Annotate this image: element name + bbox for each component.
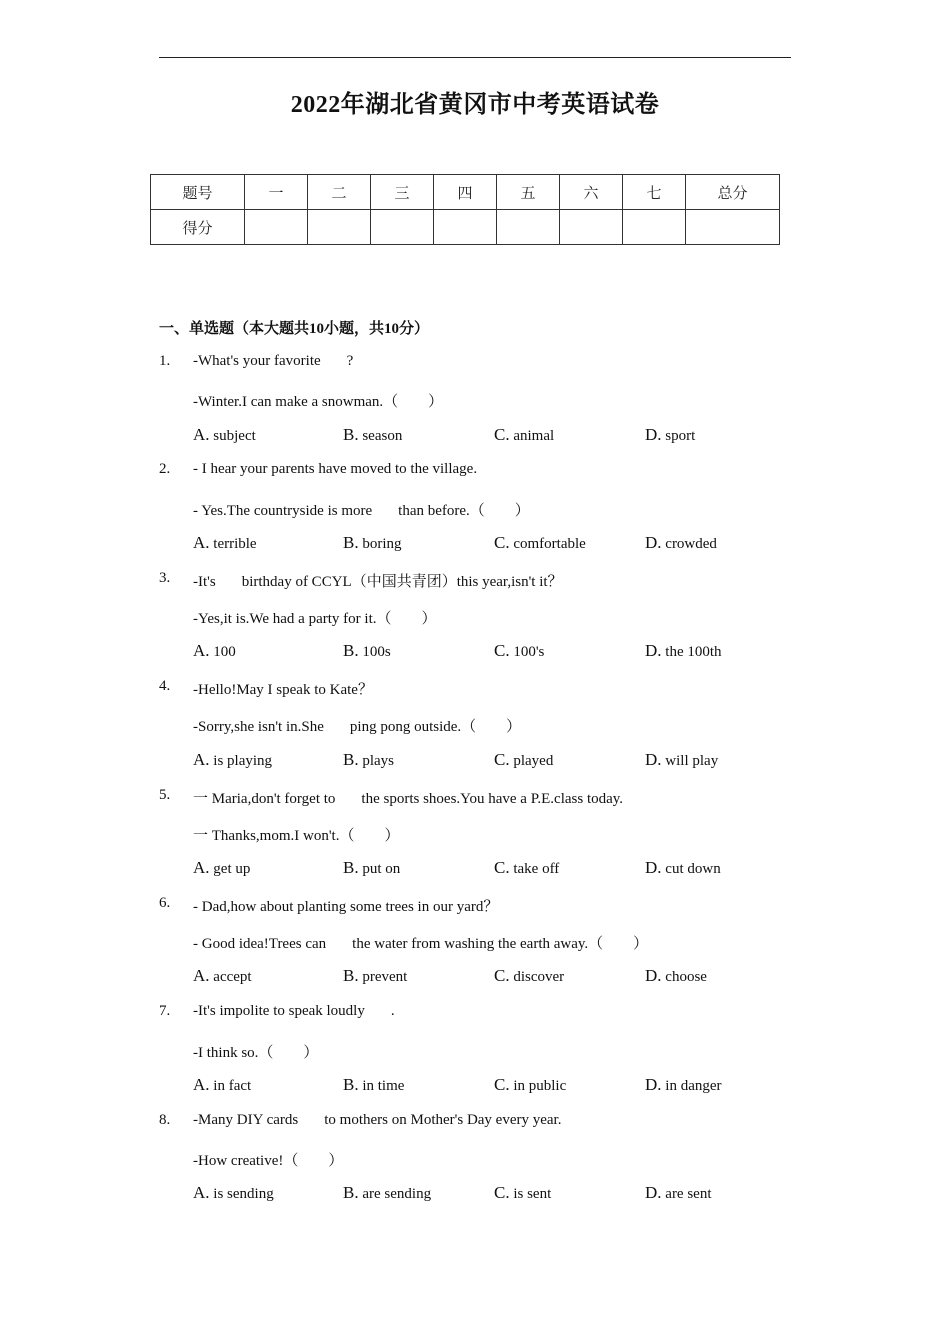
option-letter: D. xyxy=(645,750,662,769)
option-d[interactable] xyxy=(645,966,707,986)
score-cell[interactable] xyxy=(245,210,308,245)
score-header-cell: 二 xyxy=(308,175,371,210)
option-letter: A. xyxy=(193,858,210,877)
option-d[interactable] xyxy=(645,641,722,661)
option-text: take off xyxy=(513,861,560,877)
option-letter: C. xyxy=(494,533,510,552)
question-line xyxy=(193,570,563,591)
option-c[interactable] xyxy=(494,641,544,661)
question-line: - Dad,how about planting some trees in our yard？ xyxy=(193,899,499,915)
question-text: -What's your favorite xyxy=(193,353,321,369)
option-a[interactable] xyxy=(193,858,250,878)
option-text: will play xyxy=(665,753,719,769)
question-number: 3. xyxy=(159,570,171,586)
option-a[interactable] xyxy=(193,641,236,661)
option-text: accept xyxy=(213,969,252,985)
option-text: plays xyxy=(362,753,395,769)
option-text: in danger xyxy=(665,1078,722,1094)
option-text: in time xyxy=(362,1078,405,1094)
answer-text: ping pong outside.（ ） xyxy=(349,719,522,735)
option-text: season xyxy=(362,428,403,444)
question-text: 一 Maria,don't forget to xyxy=(193,791,336,807)
score-header-cell: 五 xyxy=(497,175,560,210)
option-d[interactable] xyxy=(645,533,717,553)
section-points: 10 xyxy=(384,321,400,337)
option-letter: A. xyxy=(193,1075,210,1094)
question-number: 2. xyxy=(159,461,171,477)
answer-text: - Yes.The countryside is more xyxy=(193,503,373,519)
option-text: 100's xyxy=(513,644,545,660)
score-header-cell: 总分 xyxy=(686,175,780,210)
score-header-cell: 三 xyxy=(371,175,434,210)
option-text: prevent xyxy=(362,969,408,985)
answer-text: - Good idea!Trees can xyxy=(193,936,327,952)
answer-line xyxy=(193,499,530,520)
option-text: discover xyxy=(513,969,565,985)
question-text: to mothers on Mother's Day every year. xyxy=(324,1112,562,1128)
score-row-label: 得分 xyxy=(151,210,245,245)
score-cell[interactable] xyxy=(623,210,686,245)
option-letter: D. xyxy=(645,858,662,877)
option-b[interactable] xyxy=(343,966,407,986)
section-mid: 小题，共 xyxy=(324,321,385,337)
answer-text: -Sorry,she isn't in.She xyxy=(193,719,324,735)
option-a[interactable] xyxy=(193,966,252,986)
option-letter: C. xyxy=(494,858,510,877)
answer-line: -How creative!（ ） xyxy=(193,1153,344,1169)
option-b[interactable] xyxy=(343,858,400,878)
option-text: cut down xyxy=(665,861,721,877)
question-line xyxy=(193,1003,395,1020)
answer-text: than before.（ ） xyxy=(398,503,530,519)
option-c[interactable] xyxy=(494,1183,551,1203)
section-end: 分） xyxy=(399,321,430,337)
score-header-cell: 一 xyxy=(245,175,308,210)
option-text: is sent xyxy=(513,1186,552,1202)
option-text: put on xyxy=(362,861,401,877)
question-text: the sports shoes.You have a P.E.class today. xyxy=(361,791,624,807)
option-letter: A. xyxy=(193,425,210,444)
option-text: is playing xyxy=(213,753,273,769)
option-b[interactable] xyxy=(343,1183,431,1203)
option-letter: B. xyxy=(343,966,359,985)
option-text: in fact xyxy=(213,1078,252,1094)
question-line xyxy=(193,787,623,808)
section-heading xyxy=(159,317,429,338)
answer-line: -I think so.（ ） xyxy=(193,1045,319,1061)
question-text: . xyxy=(390,1003,395,1019)
option-text: animal xyxy=(513,428,555,444)
score-cell[interactable] xyxy=(686,210,780,245)
score-cell[interactable] xyxy=(308,210,371,245)
score-header-cell: 题号 xyxy=(151,175,245,210)
option-letter: C. xyxy=(494,641,510,660)
option-letter: B. xyxy=(343,533,359,552)
option-a[interactable] xyxy=(193,750,272,770)
score-cell[interactable] xyxy=(560,210,623,245)
answer-line xyxy=(193,715,521,736)
question-text: birthday of CCYL（中国共青团）this year,isn't it？ xyxy=(241,574,563,590)
score-cell[interactable] xyxy=(371,210,434,245)
question-number: 6. xyxy=(159,895,171,911)
option-letter: C. xyxy=(494,750,510,769)
option-c[interactable] xyxy=(494,533,586,553)
option-a[interactable] xyxy=(193,1183,274,1203)
option-letter: A. xyxy=(193,1183,210,1202)
option-d[interactable] xyxy=(645,1183,712,1203)
option-c[interactable] xyxy=(494,1075,566,1095)
answer-text: the water from washing the earth away.（ ） xyxy=(352,936,649,952)
question-number: 5. xyxy=(159,787,171,803)
option-text: 100 xyxy=(213,644,236,660)
option-c[interactable] xyxy=(494,425,554,445)
option-text: subject xyxy=(213,428,256,444)
question-line: -Hello!May I speak to Kate？ xyxy=(193,682,373,698)
question-text: -It's xyxy=(193,574,216,590)
option-a[interactable] xyxy=(193,425,256,445)
answer-line xyxy=(193,932,648,953)
option-letter: D. xyxy=(645,425,662,444)
score-cell[interactable] xyxy=(434,210,497,245)
option-a[interactable] xyxy=(193,1075,251,1095)
option-letter: D. xyxy=(645,1075,662,1094)
option-text: crowded xyxy=(665,536,717,552)
question-text: -It's impolite to speak loudly xyxy=(193,1003,365,1019)
option-b[interactable] xyxy=(343,641,391,661)
answer-line: 一 Thanks,mom.I won't.（ ） xyxy=(193,828,400,844)
option-b[interactable] xyxy=(343,750,394,770)
option-text: 100s xyxy=(362,644,391,660)
score-header-cell: 四 xyxy=(434,175,497,210)
option-text: terrible xyxy=(213,536,257,552)
question-text: ? xyxy=(346,353,354,369)
option-letter: C. xyxy=(494,1075,510,1094)
option-text: are sent xyxy=(665,1186,712,1202)
option-b[interactable] xyxy=(343,533,402,553)
option-letter: A. xyxy=(193,966,210,985)
question-text: -Many DIY cards xyxy=(193,1112,299,1128)
option-text: sport xyxy=(665,428,696,444)
option-letter: D. xyxy=(645,641,662,660)
score-table-header-row xyxy=(151,175,780,210)
option-text: boring xyxy=(362,536,402,552)
score-table xyxy=(150,174,780,245)
question-line xyxy=(193,353,353,370)
option-letter: D. xyxy=(645,966,662,985)
option-letter: C. xyxy=(494,966,510,985)
option-letter: C. xyxy=(494,1183,510,1202)
question-number: 8. xyxy=(159,1112,171,1128)
answer-line: -Yes,it is.We had a party for it.（ ） xyxy=(193,611,437,627)
option-letter: B. xyxy=(343,1183,359,1202)
option-letter: D. xyxy=(645,533,662,552)
option-c[interactable] xyxy=(494,858,559,878)
score-header-cell: 六 xyxy=(560,175,623,210)
option-d[interactable] xyxy=(645,1075,722,1095)
score-header-cell: 七 xyxy=(623,175,686,210)
question-line xyxy=(193,1112,561,1129)
page-title: 2022年湖北省黄冈市中考英语试卷 xyxy=(290,92,660,118)
option-text: choose xyxy=(665,969,707,985)
question-number: 1. xyxy=(159,353,171,369)
question-line: - I hear your parents have moved to the village. xyxy=(193,461,478,477)
option-letter: B. xyxy=(343,1075,359,1094)
option-letter: C. xyxy=(494,425,510,444)
question-number: 4. xyxy=(159,678,171,694)
option-c[interactable] xyxy=(494,750,553,770)
option-a[interactable] xyxy=(193,533,257,553)
score-table-score-row xyxy=(151,210,780,245)
option-letter: B. xyxy=(343,858,359,877)
option-text: the 100th xyxy=(665,644,722,660)
question-number: 7. xyxy=(159,1003,171,1019)
option-d[interactable] xyxy=(645,858,721,878)
top-rule xyxy=(159,57,791,58)
option-text: get up xyxy=(213,861,251,877)
option-b[interactable] xyxy=(343,1075,404,1095)
option-text: in public xyxy=(513,1078,567,1094)
option-text: are sending xyxy=(362,1186,432,1202)
score-cell[interactable] xyxy=(497,210,560,245)
option-letter: B. xyxy=(343,750,359,769)
option-letter: B. xyxy=(343,641,359,660)
option-letter: A. xyxy=(193,641,210,660)
option-letter: A. xyxy=(193,533,210,552)
section-count: 10 xyxy=(309,321,325,337)
answer-line: -Winter.I can make a snowman.（ ） xyxy=(193,394,444,410)
option-c[interactable] xyxy=(494,966,564,986)
option-text: is sending xyxy=(213,1186,274,1202)
option-letter: B. xyxy=(343,425,359,444)
option-b[interactable] xyxy=(343,425,402,445)
option-text: played xyxy=(513,753,554,769)
option-letter: A. xyxy=(193,750,210,769)
option-text: comfortable xyxy=(513,536,586,552)
option-d[interactable] xyxy=(645,425,695,445)
section-heading-text: 一、单选题（本大题共 xyxy=(159,321,310,337)
option-d[interactable] xyxy=(645,750,718,770)
option-letter: D. xyxy=(645,1183,662,1202)
